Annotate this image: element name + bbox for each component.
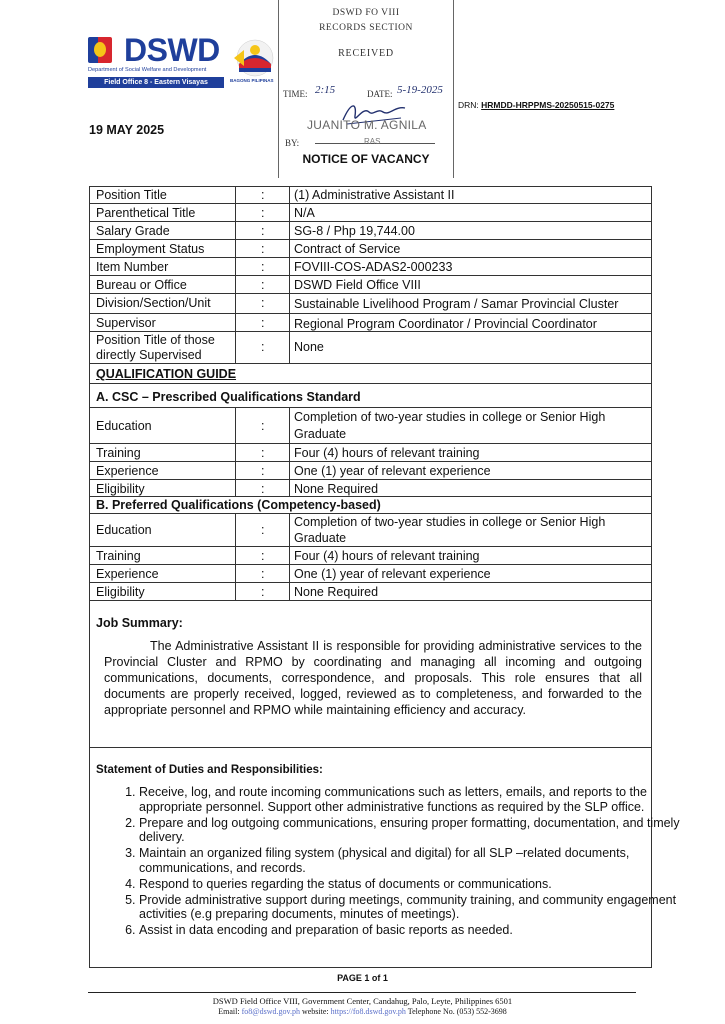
row-label-line1: Position Title of those: [96, 333, 215, 347]
row-value: N/A: [294, 206, 315, 220]
footer-divider: [88, 992, 636, 993]
job-summary-heading: Job Summary:: [96, 616, 183, 630]
row-label: Eligibility: [96, 585, 145, 599]
duty-item: 2. Prepare and log outgoing communications, ensuring proper formatting, documentation, and timely delivery.: [139, 816, 691, 845]
row-colon: :: [261, 464, 265, 478]
row-colon: :: [261, 549, 265, 563]
duties-heading: Statement of Duties and Responsibilities:: [96, 764, 323, 776]
row-colon: :: [261, 523, 265, 537]
stamp-date-value: 5-19-2025: [397, 84, 443, 96]
row-label: Experience: [96, 464, 159, 478]
qualification-guide-heading: QUALIFICATION GUIDE: [96, 367, 237, 381]
row-value: Regional Program Coordinator / Provincial Coordinator: [294, 317, 597, 331]
row-label: Experience: [96, 567, 159, 581]
table-row: [89, 222, 652, 240]
records-received-stamp: [278, 0, 454, 178]
duties-list: [95, 785, 691, 939]
row-value: DSWD Field Office VIII: [294, 278, 421, 292]
table-row: [89, 480, 652, 497]
row-label: Item Number: [96, 260, 169, 274]
row-value: (1) Administrative Assistant II: [294, 188, 455, 202]
drn-value: HRMDD-HRPPMS-20250515-0275: [481, 100, 615, 110]
bagong-pilipinas-caption: BAGONG PILIPINAS: [230, 78, 274, 83]
footer-email-link[interactable]: fo8@dswd.gov.ph: [241, 1007, 300, 1016]
row-value: None Required: [294, 482, 379, 496]
row-value: Contract of Service: [294, 242, 401, 256]
table-row: [89, 332, 652, 364]
duty-item: 4. Respond to queries regarding the status of documents or communications.: [139, 877, 691, 892]
row-colon: :: [261, 188, 265, 202]
drn-label: DRN:: [458, 100, 479, 110]
section-b-heading: B. Preferred Qualifications (Competency-based): [96, 498, 381, 512]
footer-website-label: website:: [301, 1007, 329, 1016]
table-row: [89, 565, 652, 583]
duty-item: 5. Provide administrative support during meetings, community training, and community engagement activities (e.g preparing documents, minutes of meetings).: [139, 893, 691, 922]
duty-item: 1. Receive, log, and route incoming communications such as letters, emails, and reports to the appropriate personnel. Support other administrative functions as required by the SLP office.: [139, 785, 691, 814]
page-title: NOTICE OF VACANCY: [302, 152, 430, 166]
row-colon: :: [261, 446, 265, 460]
table-row: [89, 514, 652, 547]
table-row: [89, 314, 652, 332]
row-colon: :: [261, 340, 265, 354]
table-row: [89, 462, 652, 480]
row-value: SG-8 / Php 19,744.00: [294, 224, 415, 238]
row-colon: :: [261, 206, 265, 220]
row-label: Division/Section/Unit: [96, 296, 211, 310]
logo-field-office: Field Office 8 - Eastern Visayas: [88, 77, 224, 88]
page-number: PAGE 1 of 1: [337, 973, 388, 983]
education-line1: Completion of two-year studies in college or Senior High: [294, 515, 606, 529]
stamp-time-label: TIME:: [283, 89, 308, 99]
stamp-received: RECEIVED: [338, 48, 394, 59]
row-label: Parenthetical Title: [96, 206, 196, 220]
stamp-time-value: 2:15: [315, 84, 336, 96]
row-label: Position Title: [96, 188, 167, 202]
row-colon: :: [261, 260, 265, 274]
row-colon: :: [261, 296, 265, 310]
row-label: Education: [96, 523, 152, 537]
row-label: Training: [96, 446, 141, 460]
logo-text: DSWD: [124, 32, 220, 68]
stamp-receiver-name: JUANITO M. AGNILA: [307, 118, 427, 132]
footer-address: DSWD Field Office VIII, Government Center, Candahug, Palo, Leyte, Philippines 6501: [212, 996, 513, 1006]
row-colon: :: [261, 224, 265, 238]
row-colon: :: [261, 567, 265, 581]
education-line1: Completion of two-year studies in college or Senior High: [294, 410, 606, 424]
dswd-emblem-icon: [88, 37, 122, 63]
table-row: [89, 583, 652, 601]
education-line2: Graduate: [294, 427, 347, 441]
table-row: [89, 204, 652, 222]
row-label-line2: directly Supervised: [96, 348, 202, 362]
footer-phone-label: Telephone No.: [407, 1007, 455, 1016]
table-row: [89, 276, 652, 294]
section-a-heading: A. CSC – Prescribed Qualifications Standard: [96, 390, 361, 404]
row-value: One (1) year of relevant experience: [294, 464, 491, 478]
duty-item: 3. Maintain an organized filing system (physical and digital) for all SLP –related documents, communications, and records.: [139, 846, 691, 875]
duty-item: 6. Assist in data encoding and preparation of basic reports as needed.: [139, 923, 691, 938]
row-colon: :: [261, 419, 265, 433]
table-row: [89, 240, 652, 258]
qualification-guide-heading-row: [89, 364, 652, 384]
row-value: None: [294, 340, 324, 354]
row-value: One (1) year of relevant experience: [294, 567, 491, 581]
row-colon: :: [261, 242, 265, 256]
table-row: [89, 444, 652, 462]
row-colon: :: [261, 482, 265, 496]
row-value: None Required: [294, 585, 379, 599]
row-label: Supervisor: [96, 316, 156, 330]
row-label: Training: [96, 549, 141, 563]
stamp-office: DSWD FO VIII: [332, 8, 400, 18]
section-divider: [89, 747, 652, 748]
row-value: FOVIII-COS-ADAS2-000233: [294, 260, 453, 274]
table-row: [89, 186, 652, 204]
bagong-pilipinas-emblem-icon: [230, 38, 280, 80]
row-value: Four (4) hours of relevant training: [294, 549, 480, 563]
education-line2: Graduate: [294, 531, 347, 545]
row-label: Employment Status: [96, 242, 205, 256]
row-colon: :: [261, 585, 265, 599]
row-label: Education: [96, 419, 152, 433]
table-row: [89, 547, 652, 565]
drn: [458, 100, 614, 110]
bagong-pilipinas-logo: [230, 38, 280, 86]
table-row: [89, 258, 652, 276]
section-b-heading-row: [89, 497, 652, 514]
stamp-section: RECORDS SECTION: [319, 23, 413, 33]
row-label: Bureau or Office: [96, 278, 187, 292]
row-value: Sustainable Livelihood Program / Samar Provincial Cluster: [294, 297, 619, 311]
footer-phone: (053) 552-3698: [456, 1007, 507, 1016]
row-label: Salary Grade: [96, 224, 170, 238]
row-colon: :: [261, 316, 265, 330]
stamp-by-label: BY:: [285, 138, 300, 148]
row-value: Four (4) hours of relevant training: [294, 446, 480, 460]
stamp-date-label: DATE:: [367, 89, 393, 99]
row-colon: :: [261, 278, 265, 292]
stamp-receiver-role: RAS: [364, 137, 381, 146]
job-summary-text: The Administrative Assistant II is responsible for providing administrative services to the Provincial Cluster and RPMO by coordinating and managing all incoming and outgoing communications, documents, correspondence, and proposals. This role ensures that all documents are properly received, logged, reviewed as to completeness, and forwarded to the appropriate personnel and RPMO while maintaining efficiency and accuracy.: [104, 639, 642, 717]
row-label: Eligibility: [96, 482, 145, 496]
dswd-logo: [88, 33, 224, 93]
document-date: 19 MAY 2025: [89, 123, 165, 137]
table-row: [89, 408, 652, 444]
logo-subtitle: Department of Social Welfare and Development: [88, 67, 207, 73]
footer-email-label: Email:: [218, 1007, 240, 1016]
footer-contact: [0, 1007, 725, 1016]
table-row: [89, 294, 652, 314]
section-a-heading-row: [89, 384, 652, 408]
footer-website-link[interactable]: https://fo8.dswd.gov.ph: [330, 1007, 406, 1016]
